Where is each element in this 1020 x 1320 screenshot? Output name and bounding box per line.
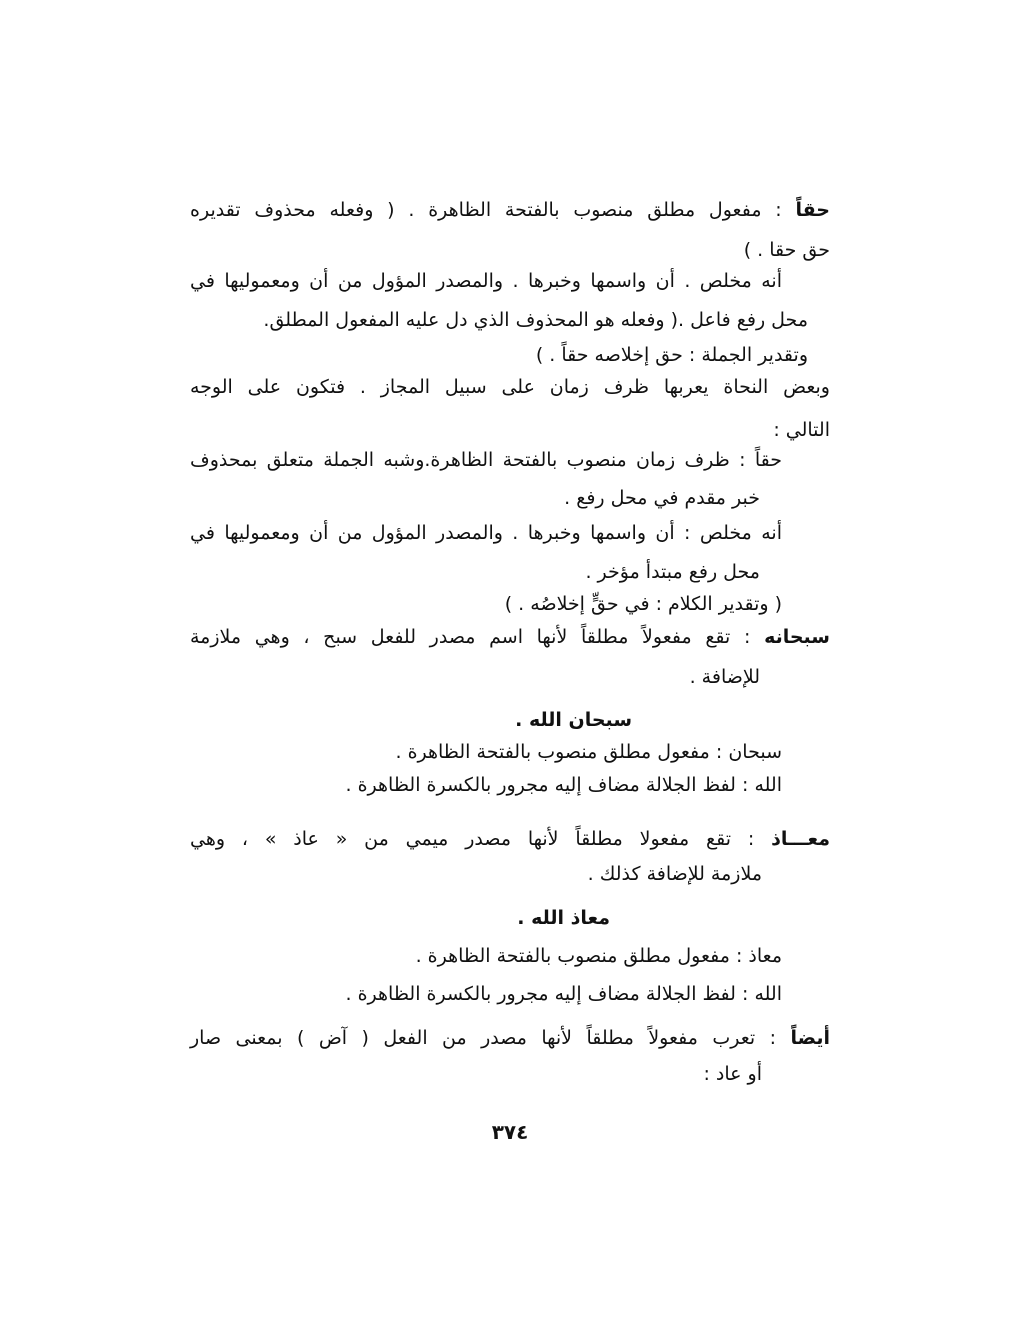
text-line: محل رفع فاعل .( وفعله هو المحذوف الذي دل عليه المفعول المطلق. <box>263 309 808 331</box>
example-heading: سبحان الله . <box>515 709 632 731</box>
text-line: أيضاً : تعرب مفعولاً مطلقاً لأنها مصدر من الفعل ( آض ) بمعنى صار <box>190 1027 830 1049</box>
term: أيضاً <box>790 1027 830 1049</box>
text-line: أنه مخلص : أن واسمها وخبرها . والمصدر المؤول من أن ومعموليها في <box>190 522 782 544</box>
text-line: حقاً : ظرف زمان منصوب بالفتحة الظاهرة.وشبه الجملة متعلق بمحذوف <box>190 449 782 471</box>
text-line: خبر مقدم في محل رفع . <box>564 487 760 509</box>
text-line: سبحانه : تقع مفعولاً مطلقاً لأنها اسم مصدر للفعل سبح ، وهي ملازمة <box>190 626 830 648</box>
text-line: الله : لفظ الجلالة مضاف إليه مجرور بالكسرة الظاهرة . <box>345 774 782 796</box>
text-line: معاذ : مفعول مطلق منصوب بالفتحة الظاهرة . <box>415 945 782 967</box>
text-line: الله : لفظ الجلالة مضاف إليه مجرور بالكسرة الظاهرة . <box>345 983 782 1005</box>
text-line: حق حقا . ) <box>743 239 830 261</box>
text-line: أو عاد : <box>703 1063 762 1085</box>
text-line: سبحان : مفعول مطلق منصوب بالفتحة الظاهرة . <box>395 741 782 763</box>
term: معـــاذ <box>771 828 830 850</box>
text-line: معـــاذ : تقع مفعولا مطلقاً لأنها مصدر ميمي من « عاذ » ، وهي <box>190 828 830 850</box>
text-line: أنه مخلص . أن واسمها وخبرها . والمصدر المؤول من أن ومعموليها في <box>190 270 782 292</box>
text-line: ( وتقدير الكلام : في حقٍّ إخلاصُه . ) <box>504 593 782 615</box>
text-line: ملازمة للإضافة كذلك . <box>587 863 762 885</box>
text-line: التالي : <box>773 419 830 441</box>
text-line: محل رفع مبتدأ مؤخر . <box>585 561 760 583</box>
term: حقاً <box>795 199 830 221</box>
text-line: وبعض النحاة يعربها ظرف زمان على سبيل المجاز . فتكون على الوجه <box>190 376 830 398</box>
text-line: وتقدير الجملة : حق إخلاصه حقاً . ) <box>535 344 808 366</box>
term: سبحانه <box>764 626 830 648</box>
text-line: للإضافة . <box>689 666 760 688</box>
page-number: ٣٧٤ <box>491 1120 529 1144</box>
example-heading: معاذ الله . <box>517 907 610 929</box>
text-line: حقاً : مفعول مطلق منصوب بالفتحة الظاهرة . ( وفعله محذوف تقديره <box>190 199 830 221</box>
